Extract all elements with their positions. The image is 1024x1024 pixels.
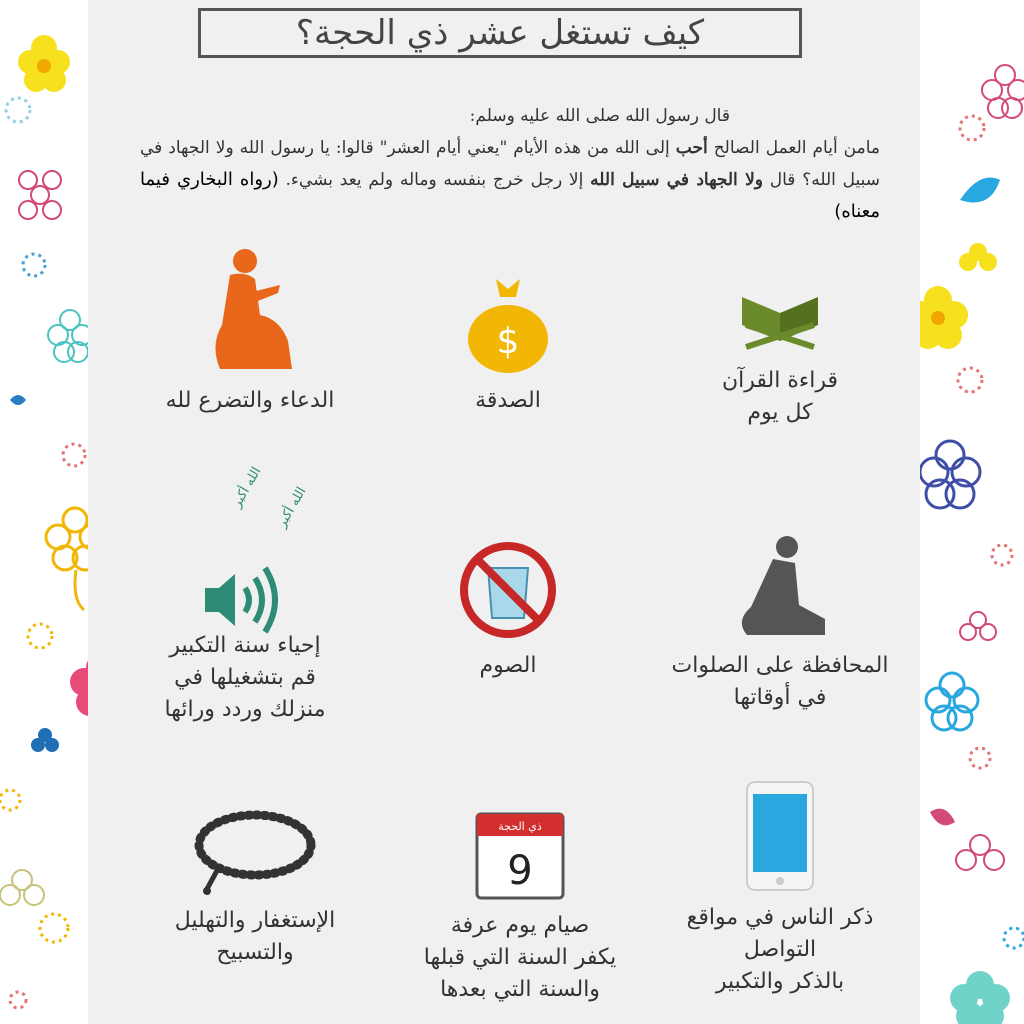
flower-icon — [960, 612, 996, 640]
hadith-intro: قال رسول الله صلى الله عليه وسلم: — [469, 106, 730, 126]
hadith-source: (رواه البخاري فيما معناه) — [140, 169, 880, 222]
item-arafah — [390, 808, 650, 1006]
prayer-beads-icon — [185, 805, 325, 895]
item-dhikr — [125, 805, 385, 969]
item-label: صيام يوم عرفة يكفر السنة التي قبلها والسنة التي بعدها — [423, 913, 617, 1002]
flower-icon — [956, 835, 1004, 870]
floral-border-left — [0, 0, 88, 1024]
item-social-media — [650, 780, 910, 998]
flower-icon — [0, 870, 44, 905]
item-label: ذكر الناس في مواقع التواصل بالذكر والتكبير — [686, 905, 874, 994]
floral-border-right — [920, 0, 1024, 1024]
hadith-body-part: إلا رجل خرج بنفسه وماله ولم يعد بشيء. — [285, 170, 584, 190]
calendar-month: ذي الحجة — [498, 820, 542, 833]
hadith-body-part: مامن أيام العمل الصالح — [713, 138, 881, 158]
calendar-icon — [475, 808, 565, 900]
money-bag-icon — [458, 275, 558, 375]
item-supplication — [120, 245, 380, 417]
flower-icon — [950, 971, 1010, 1024]
item-label: المحافظة على الصلوات في أوقاتها — [671, 653, 889, 710]
hadith-emphasis: أحب — [675, 138, 708, 158]
item-label: الدعاء والتضرع لله — [165, 388, 335, 413]
item-takbeer — [115, 464, 375, 726]
hadith-text — [140, 100, 880, 228]
praying-person-icon — [200, 245, 300, 375]
flower-icon — [19, 171, 61, 219]
flower-icon — [920, 441, 980, 508]
flower-icon — [31, 728, 59, 752]
item-fasting — [378, 540, 638, 682]
svg-text:$: $ — [496, 321, 520, 362]
mobile-phone-icon — [745, 780, 815, 892]
flower-icon — [959, 243, 997, 271]
item-quran — [650, 285, 910, 429]
quran-icon — [730, 285, 830, 355]
item-label: الإستغفار والتهليل والتسبيح — [174, 908, 336, 965]
item-label: إحياء سنة التكبير قم بتشغيلها في منزلك وردد ورائها — [164, 633, 326, 722]
calendar-day: 9 — [507, 848, 533, 894]
flower-icon — [926, 673, 978, 730]
hadith-body-part: إلى الله من هذه الأيام "يعني أيام العشر" قالوا: يا رسول الله ولا الجهاد في سبيل الله؟ قال — [140, 138, 881, 190]
speaker-takbeer-text: الله أكبر — [274, 484, 310, 531]
item-label: الصوم — [479, 653, 537, 678]
flower-icon — [46, 508, 88, 570]
speaker-takbeer-text: الله أكبر — [229, 464, 265, 511]
flower-icon — [920, 286, 968, 349]
flower-icon — [982, 65, 1024, 118]
page-title: كيف تستغل عشر ذي الحجة؟ — [198, 8, 802, 58]
item-charity — [378, 275, 638, 417]
flower-icon — [70, 654, 88, 716]
item-label: الصدقة — [475, 388, 541, 413]
flower-icon — [48, 310, 88, 362]
no-drinking-icon — [458, 540, 558, 640]
item-label: قراءة القرآن كل يوم — [722, 368, 838, 425]
flower-icon — [18, 35, 70, 92]
hadith-emphasis: ولا الجهاد في سبيل الله — [590, 170, 763, 190]
speaker-icon — [197, 560, 297, 640]
item-prayers — [650, 535, 910, 714]
prostrating-person-icon — [725, 535, 835, 640]
